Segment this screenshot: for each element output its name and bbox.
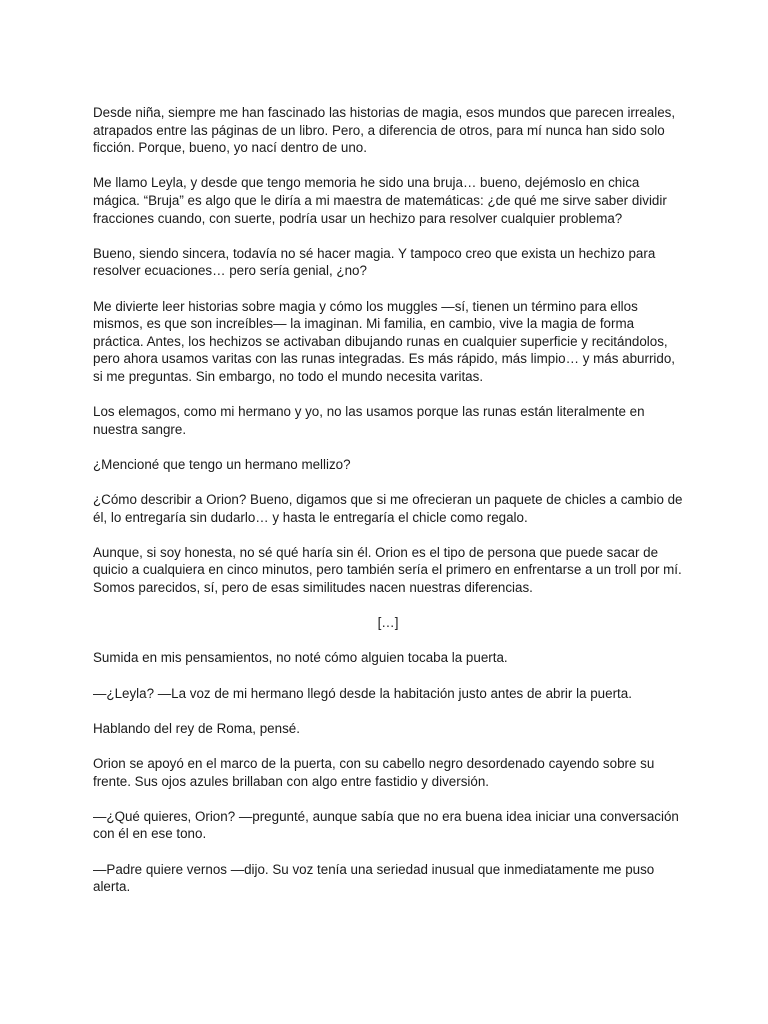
- paragraph: —Padre quiere vernos —dijo. Su voz tenía una seriedad inusual que inmediatamente me puso alerta.: [93, 861, 655, 895]
- paragraph: —¿Qué quieres, Orion? —pregunté, aunque sabía que no era buena idea iniciar una conversación con él en ese tono.: [93, 808, 679, 842]
- paragraph: Orion se apoyó en el marco de la puerta, con su cabello negro desordenado cayendo sobre su frente. Sus ojos azules brillaban con algo entre fastidio y diversión.: [93, 755, 655, 789]
- paragraph: ¿Mencioné que tengo un hermano mellizo?: [93, 456, 351, 472]
- paragraph: Sumida en mis pensamientos, no noté cómo alguien tocaba la puerta.: [93, 650, 508, 666]
- paragraph: Me divierte leer historias sobre magia y cómo los muggles —sí, tienen un término para ellos mismos, es que son increíbles— la imaginan. Mi familia, en cambio, vive la magia de forma práctica. Antes, los hechizos se activaban dibujando runas en cualquier superficie y recitándolos, pero ahora usamos varitas con las runas integradas. Es más rápido, más limpio… y más aburrido, si me preguntas. Sin embargo, no todo el mundo necesita varitas.: [93, 298, 676, 384]
- paragraph: Los elemagos, como mi hermano y yo, no las usamos porque las runas están literalmente en nuestra sangre.: [93, 404, 645, 437]
- paragraph: Aunque, si soy honesta, no sé qué haría sin él. Orion es el tipo de persona que puede sacar de quicio a cualquiera en cinco minutos, pero también sería el primero en enfrentarse a un troll por mí. Somos parecidos, sí, pero de esas similitudes nacen nuestras diferencias.: [93, 544, 682, 596]
- paragraph: Bueno, siendo sincera, todavía no sé hacer magia. Y tampoco creo que exista un hechizo para resolver ecuaciones… pero sería genial, ¿no?: [93, 245, 656, 279]
- paragraph: —¿Leyla? —La voz de mi hermano llegó desde la habitación justo antes de abrir la puerta.: [93, 685, 632, 701]
- document-body: [93, 104, 683, 913]
- paragraph: Me llamo Leyla, y desde que tengo memoria he sido una bruja… bueno, dejémoslo en chica mágica. “Bruja” es algo que le diría a mi maestra de matemáticas: ¿de qué me sirve saber dividir fracciones cuando, con suerte, podría usar un hechizo para resolver cualquier problema?: [93, 175, 667, 226]
- paragraph: Desde niña, siempre me han fascinado las historias de magia, esos mundos que parecen irreales, atrapados entre las páginas de un libro. Pero, a diferencia de otros, para mí nunca han sido solo ficción. Porque, bueno, yo nací dentro de uno.: [93, 105, 676, 156]
- section-separator: […]: [377, 615, 399, 631]
- paragraph: Hablando del rey de Roma, pensé.: [93, 720, 300, 736]
- paragraph: ¿Cómo describir a Orion? Bueno, digamos que si me ofrecieran un paquete de chicles a cambio de él, lo entregaría sin dudarlo… y hasta le entregaría el chicle como regalo.: [93, 492, 683, 525]
